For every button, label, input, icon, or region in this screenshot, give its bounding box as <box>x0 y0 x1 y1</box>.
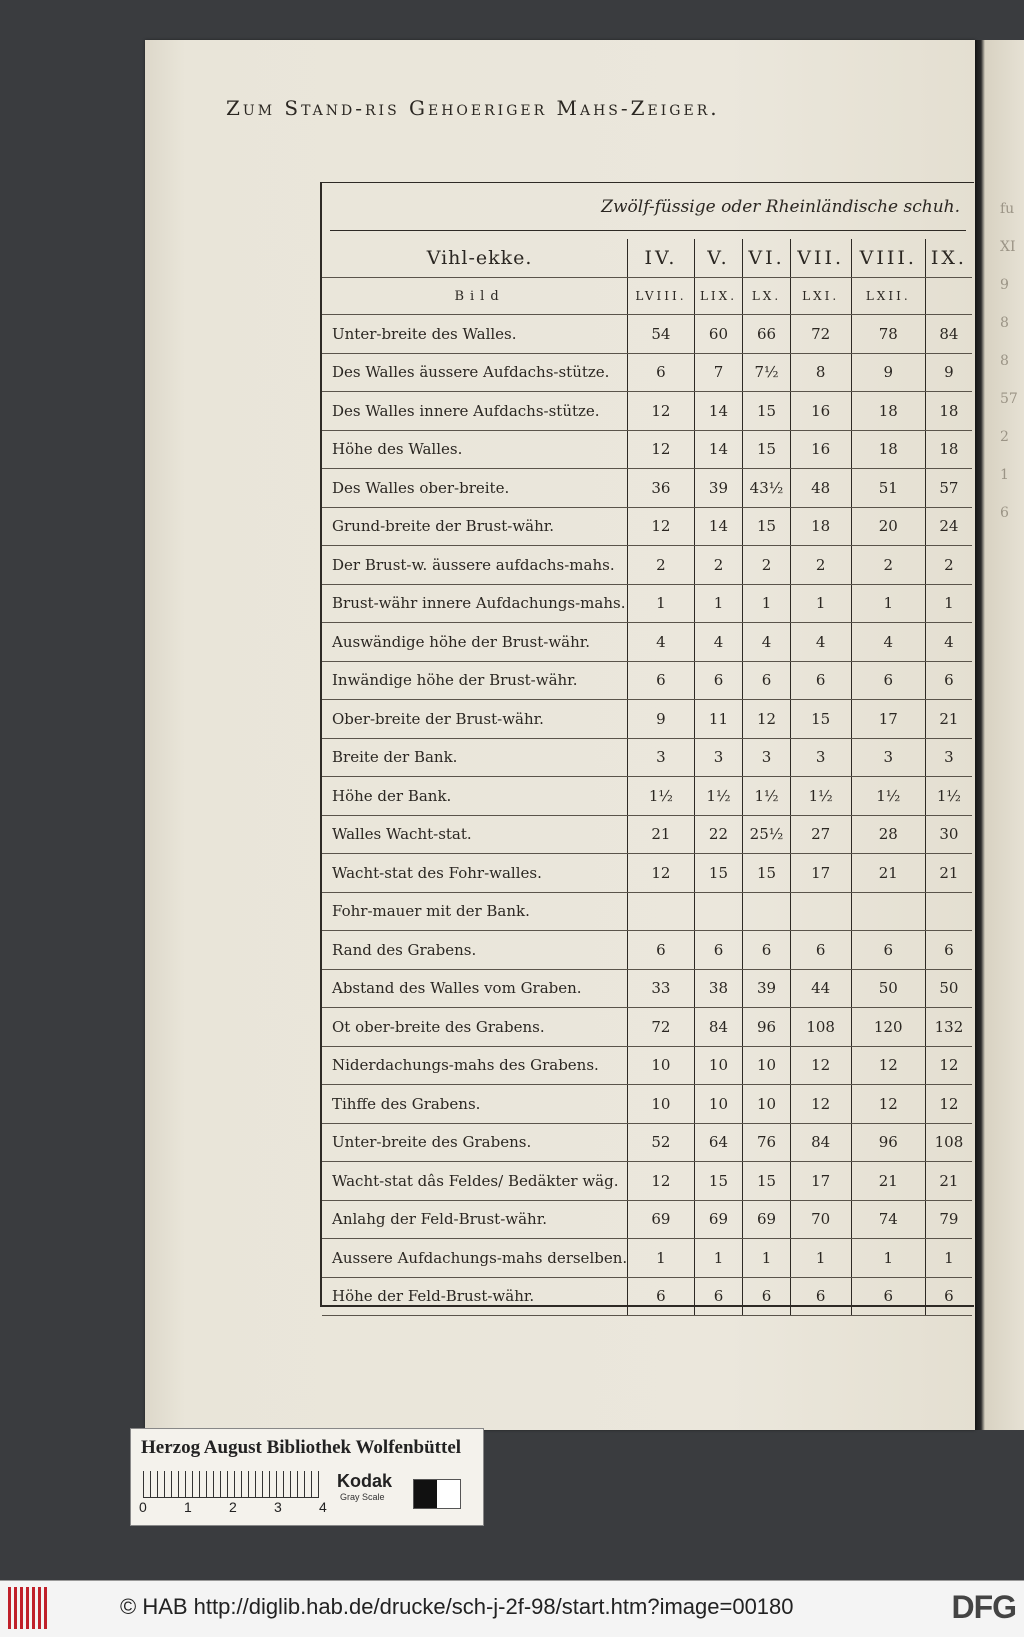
value-cell: 50 <box>925 969 972 1008</box>
value-cell: 4 <box>925 623 972 662</box>
value-cell: 108 <box>925 1123 972 1162</box>
value-cell: 21 <box>925 854 972 893</box>
row-label: Aussere Aufdachungs-mahs derselben. <box>322 1239 628 1278</box>
value-cell: 1 <box>790 584 851 623</box>
value-cell: 10 <box>743 1046 791 1085</box>
row-label: Breite der Bank. <box>322 738 628 777</box>
table-row <box>322 1008 972 1047</box>
value-cell: 6 <box>925 931 972 970</box>
gray-scale-patch <box>413 1479 461 1509</box>
value-cell: 3 <box>694 738 743 777</box>
kodak-label: Kodak <box>337 1471 393 1491</box>
page-title: Zum Stand-ris Gehoeriger Mahs-Zeiger. <box>226 96 720 120</box>
value-cell: 21 <box>925 700 972 739</box>
value-cell: 1 <box>628 584 695 623</box>
value-cell: IV. <box>628 239 695 278</box>
figure-number-row <box>322 278 972 315</box>
row-label: Rand des Grabens. <box>322 931 628 970</box>
row-label: Vihl-ekke. <box>322 239 628 278</box>
value-cell: 6 <box>790 1277 851 1316</box>
row-label: Fohr-mauer mit der Bank. <box>322 892 628 931</box>
value-cell: 28 <box>851 815 925 854</box>
value-cell: 18 <box>851 392 925 431</box>
table-row <box>322 854 972 893</box>
value-cell: 6 <box>851 1277 925 1316</box>
row-label: Ober-breite der Brust-währ. <box>322 700 628 739</box>
table-row <box>322 1277 972 1316</box>
value-cell: V. <box>694 239 743 278</box>
value-cell: 4 <box>851 623 925 662</box>
value-cell: LX. <box>743 278 791 315</box>
value-cell: 6 <box>743 1277 791 1316</box>
table-row <box>322 1200 972 1239</box>
value-cell: 52 <box>628 1123 695 1162</box>
value-cell: 2 <box>790 546 851 585</box>
row-label: Tihffe des Grabens. <box>322 1085 628 1124</box>
ghost-fragment: fu <box>1000 201 1015 217</box>
value-cell: 60 <box>694 315 743 354</box>
value-cell: 12 <box>628 1162 695 1201</box>
value-cell: 14 <box>694 392 743 431</box>
row-label: Walles Wacht-stat. <box>322 815 628 854</box>
value-cell: 1 <box>694 1239 743 1278</box>
value-cell: 79 <box>925 1200 972 1239</box>
value-cell: IX. <box>925 239 972 278</box>
row-label: Bild <box>322 278 628 315</box>
value-cell: 36 <box>628 469 695 508</box>
value-cell: 78 <box>851 315 925 354</box>
value-cell: 12 <box>628 854 695 893</box>
value-cell: 21 <box>628 815 695 854</box>
value-cell: 17 <box>851 700 925 739</box>
value-cell: LVIII. <box>628 278 695 315</box>
value-cell: 9 <box>925 353 972 392</box>
table-row <box>322 430 972 469</box>
value-cell: 1½ <box>694 777 743 816</box>
table-row <box>322 777 972 816</box>
value-cell <box>851 892 925 931</box>
value-cell: 27 <box>790 815 851 854</box>
value-cell: 16 <box>790 430 851 469</box>
table-row <box>322 315 972 354</box>
value-cell: 6 <box>925 1277 972 1316</box>
value-cell: 15 <box>790 700 851 739</box>
value-cell: 7 <box>694 353 743 392</box>
table-row <box>322 661 972 700</box>
value-cell: 84 <box>790 1123 851 1162</box>
table-row <box>322 1085 972 1124</box>
library-color-chart <box>130 1428 484 1526</box>
value-cell: 10 <box>743 1085 791 1124</box>
value-cell: 33 <box>628 969 695 1008</box>
value-cell: 6 <box>925 661 972 700</box>
value-cell: 6 <box>790 931 851 970</box>
column-header-row <box>322 239 972 278</box>
value-cell: 7½ <box>743 353 791 392</box>
row-label: Des Walles innere Aufdachs-stütze. <box>322 392 628 431</box>
scale-number: 3 <box>274 1499 282 1515</box>
hab-logo-icon <box>8 1587 48 1629</box>
value-cell: 12 <box>925 1085 972 1124</box>
scale-number: 4 <box>319 1499 327 1515</box>
value-cell: 72 <box>790 315 851 354</box>
value-cell: 2 <box>743 546 791 585</box>
value-cell: 12 <box>851 1085 925 1124</box>
value-cell: 10 <box>694 1085 743 1124</box>
value-cell: 4 <box>694 623 743 662</box>
value-cell: 84 <box>925 315 972 354</box>
value-cell: 15 <box>743 507 791 546</box>
value-cell <box>925 278 972 315</box>
row-label: Wacht-stat dâs Feldes/ Bedäkter wäg. <box>322 1162 628 1201</box>
value-cell: 3 <box>925 738 972 777</box>
row-label: Höhe der Bank. <box>322 777 628 816</box>
value-cell: 12 <box>790 1046 851 1085</box>
value-cell: 8 <box>790 353 851 392</box>
row-label: Unter-breite des Walles. <box>322 315 628 354</box>
value-cell: 15 <box>743 392 791 431</box>
value-cell: 15 <box>694 1162 743 1201</box>
value-cell: 14 <box>694 430 743 469</box>
value-cell: 15 <box>743 854 791 893</box>
value-cell: 66 <box>743 315 791 354</box>
scale-ruler <box>143 1471 319 1498</box>
ghost-fragment: 9 <box>1000 277 1009 293</box>
ghost-fragment: 1 <box>1000 467 1009 483</box>
value-cell: 76 <box>743 1123 791 1162</box>
value-cell: 12 <box>628 392 695 431</box>
value-cell: 15 <box>694 854 743 893</box>
scale-number: 0 <box>139 1499 147 1515</box>
ghost-fragment: 6 <box>1000 505 1009 521</box>
value-cell: 4 <box>790 623 851 662</box>
value-cell <box>628 892 695 931</box>
value-cell: 6 <box>694 661 743 700</box>
facing-page-ghost-text <box>1000 190 1024 1290</box>
value-cell: VIII. <box>851 239 925 278</box>
value-cell: 54 <box>628 315 695 354</box>
value-cell: 57 <box>925 469 972 508</box>
value-cell: 30 <box>925 815 972 854</box>
row-label: Ot ober-breite des Grabens. <box>322 1008 628 1047</box>
value-cell: 6 <box>628 931 695 970</box>
value-cell: 10 <box>694 1046 743 1085</box>
table-row <box>322 469 972 508</box>
value-cell: 6 <box>628 1277 695 1316</box>
value-cell: 3 <box>628 738 695 777</box>
value-cell: 2 <box>628 546 695 585</box>
value-cell: 3 <box>851 738 925 777</box>
value-cell: 69 <box>694 1200 743 1239</box>
measurement-table-frame <box>320 182 974 1307</box>
value-cell: 12 <box>851 1046 925 1085</box>
scale-number: 2 <box>229 1499 237 1515</box>
value-cell: 24 <box>925 507 972 546</box>
value-cell: 48 <box>790 469 851 508</box>
value-cell: 21 <box>925 1162 972 1201</box>
value-cell: 4 <box>628 623 695 662</box>
value-cell: 70 <box>790 1200 851 1239</box>
table-row <box>322 1162 972 1201</box>
row-label: Abstand des Walles vom Graben. <box>322 969 628 1008</box>
value-cell <box>925 892 972 931</box>
table-row <box>322 815 972 854</box>
value-cell: 12 <box>925 1046 972 1085</box>
value-cell: 1½ <box>743 777 791 816</box>
value-cell: 39 <box>694 469 743 508</box>
row-label: Höhe der Feld-Brust-währ. <box>322 1277 628 1316</box>
value-cell: 11 <box>694 700 743 739</box>
row-label: Unter-breite des Grabens. <box>322 1123 628 1162</box>
value-cell: 120 <box>851 1008 925 1047</box>
value-cell: 38 <box>694 969 743 1008</box>
row-label: Anlahg der Feld-Brust-währ. <box>322 1200 628 1239</box>
value-cell: VII. <box>790 239 851 278</box>
value-cell: 2 <box>851 546 925 585</box>
value-cell: 1 <box>743 1239 791 1278</box>
value-cell: 1½ <box>790 777 851 816</box>
dfg-logo: DFG <box>951 1589 1016 1625</box>
library-name: Herzog August Bibliothek Wolfenbüttel <box>141 1437 462 1458</box>
value-cell: 96 <box>851 1123 925 1162</box>
value-cell: 18 <box>851 430 925 469</box>
table-row <box>322 623 972 662</box>
value-cell: LXI. <box>790 278 851 315</box>
value-cell: 4 <box>743 623 791 662</box>
row-label: Höhe des Walles. <box>322 430 628 469</box>
table-row <box>322 969 972 1008</box>
copyright-url: © HAB http://diglib.hab.de/drucke/sch-j-2f-98/start.htm?image=00180 <box>120 1594 794 1619</box>
value-cell: 20 <box>851 507 925 546</box>
value-cell: 2 <box>694 546 743 585</box>
table-row <box>322 584 972 623</box>
value-cell: 18 <box>790 507 851 546</box>
caption-divider <box>330 230 966 231</box>
value-cell: 3 <box>790 738 851 777</box>
row-label: Auswändige höhe der Brust-währ. <box>322 623 628 662</box>
table-row <box>322 507 972 546</box>
footer-bar <box>0 1580 1024 1637</box>
value-cell: 1½ <box>628 777 695 816</box>
value-cell: 72 <box>628 1008 695 1047</box>
scale-number: 1 <box>184 1499 192 1515</box>
value-cell: 1½ <box>851 777 925 816</box>
row-label: Des Walles äussere Aufdachs-stütze. <box>322 353 628 392</box>
value-cell: 17 <box>790 854 851 893</box>
value-cell: 10 <box>628 1085 695 1124</box>
value-cell: VI. <box>743 239 791 278</box>
value-cell: LIX. <box>694 278 743 315</box>
value-cell: 108 <box>790 1008 851 1047</box>
unit-caption: Zwölf-füssige oder Rheinländische schuh. <box>601 197 960 217</box>
value-cell: 6 <box>743 931 791 970</box>
value-cell: 15 <box>743 430 791 469</box>
value-cell: 21 <box>851 854 925 893</box>
value-cell: 6 <box>851 931 925 970</box>
value-cell <box>790 892 851 931</box>
ghost-fragment: 2 <box>1000 429 1009 445</box>
ghost-fragment: XI <box>1000 239 1016 255</box>
value-cell: 16 <box>790 392 851 431</box>
value-cell: LXII. <box>851 278 925 315</box>
value-cell: 25½ <box>743 815 791 854</box>
value-cell: 14 <box>694 507 743 546</box>
value-cell: 12 <box>628 507 695 546</box>
row-label: Wacht-stat des Fohr-walles. <box>322 854 628 893</box>
value-cell: 21 <box>851 1162 925 1201</box>
value-cell: 12 <box>628 430 695 469</box>
measurement-table <box>322 239 972 1316</box>
value-cell: 6 <box>790 661 851 700</box>
value-cell: 44 <box>790 969 851 1008</box>
value-cell: 6 <box>694 1277 743 1316</box>
table-row <box>322 700 972 739</box>
table-row <box>322 353 972 392</box>
value-cell: 9 <box>628 700 695 739</box>
value-cell: 18 <box>925 430 972 469</box>
value-cell: 69 <box>743 1200 791 1239</box>
table-row <box>322 392 972 431</box>
value-cell: 1 <box>628 1239 695 1278</box>
value-cell: 1 <box>925 1239 972 1278</box>
ghost-fragment: 57 <box>1000 391 1018 407</box>
value-cell: 18 <box>925 392 972 431</box>
row-label: Brust-währ innere Aufdachungs-mahs. <box>322 584 628 623</box>
value-cell: 1 <box>851 1239 925 1278</box>
row-label: Grund-breite der Brust-währ. <box>322 507 628 546</box>
value-cell: 74 <box>851 1200 925 1239</box>
value-cell: 84 <box>694 1008 743 1047</box>
value-cell: 12 <box>743 700 791 739</box>
value-cell: 1 <box>925 584 972 623</box>
value-cell: 1 <box>743 584 791 623</box>
table-row <box>322 738 972 777</box>
table-row <box>322 1123 972 1162</box>
table-row <box>322 892 972 931</box>
value-cell: 96 <box>743 1008 791 1047</box>
value-cell: 1 <box>790 1239 851 1278</box>
value-cell: 132 <box>925 1008 972 1047</box>
value-cell: 2 <box>925 546 972 585</box>
value-cell: 43½ <box>743 469 791 508</box>
value-cell: 3 <box>743 738 791 777</box>
table-row <box>322 1239 972 1278</box>
value-cell: 10 <box>628 1046 695 1085</box>
value-cell: 17 <box>790 1162 851 1201</box>
value-cell: 6 <box>628 661 695 700</box>
value-cell: 9 <box>851 353 925 392</box>
value-cell: 51 <box>851 469 925 508</box>
row-label: Des Walles ober-breite. <box>322 469 628 508</box>
gray-scale-label: Gray Scale <box>340 1492 385 1502</box>
value-cell: 69 <box>628 1200 695 1239</box>
table-row <box>322 546 972 585</box>
value-cell: 6 <box>851 661 925 700</box>
value-cell: 1 <box>851 584 925 623</box>
value-cell: 1 <box>694 584 743 623</box>
ghost-fragment: 8 <box>1000 315 1009 331</box>
value-cell: 64 <box>694 1123 743 1162</box>
value-cell: 12 <box>790 1085 851 1124</box>
value-cell <box>743 892 791 931</box>
value-cell: 39 <box>743 969 791 1008</box>
value-cell: 6 <box>743 661 791 700</box>
row-label: Der Brust-w. äussere aufdachs-mahs. <box>322 546 628 585</box>
value-cell <box>694 892 743 931</box>
row-label: Niderdachungs-mahs des Grabens. <box>322 1046 628 1085</box>
value-cell: 50 <box>851 969 925 1008</box>
value-cell: 1½ <box>925 777 972 816</box>
value-cell: 22 <box>694 815 743 854</box>
row-label: Inwändige höhe der Brust-währ. <box>322 661 628 700</box>
ghost-fragment: 8 <box>1000 353 1009 369</box>
value-cell: 6 <box>694 931 743 970</box>
table-row <box>322 931 972 970</box>
value-cell: 6 <box>628 353 695 392</box>
table-row <box>322 1046 972 1085</box>
value-cell: 15 <box>743 1162 791 1201</box>
